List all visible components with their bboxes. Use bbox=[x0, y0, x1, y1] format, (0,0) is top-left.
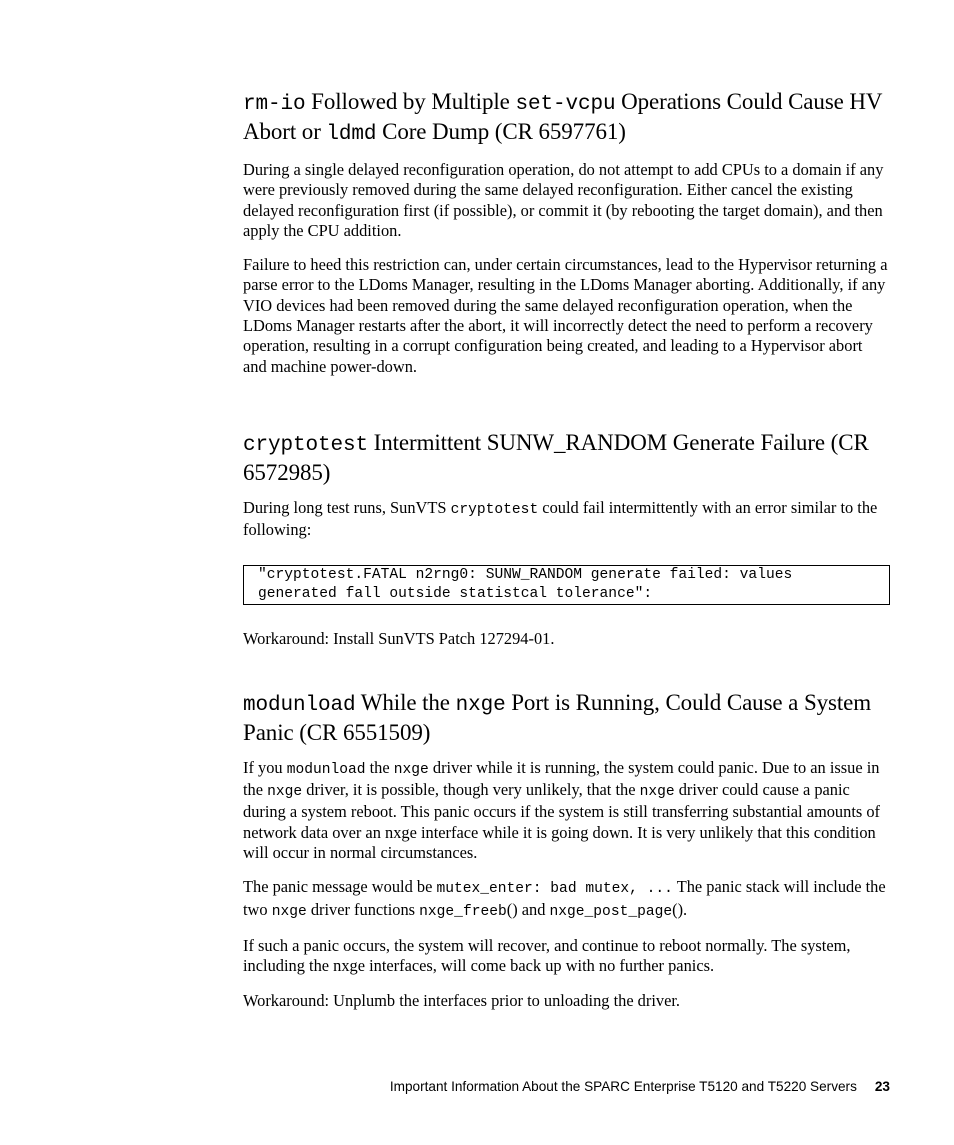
inline-code: modunload bbox=[286, 761, 366, 778]
section-cryptotest bbox=[243, 429, 890, 649]
inline-code: nxge bbox=[271, 903, 307, 920]
page-footer bbox=[243, 1079, 890, 1094]
heading-code: rm-io bbox=[243, 93, 306, 116]
inline-code: mutex_enter: bad mutex, ... bbox=[436, 881, 673, 898]
inline-code: nxge bbox=[639, 784, 675, 801]
inline-code: nxge_freeb bbox=[419, 903, 507, 920]
section-modunload bbox=[243, 689, 890, 1011]
code-block bbox=[243, 565, 890, 605]
paragraph: Failure to heed this restriction can, under certain circumstances, lead to the Hypervisor returning a parse error to the LDoms Manager, resulting in the LDoms Manager aborting. Additionally, if any VIO devices had been removed during the same delayed reconfiguration operation, when the LDoms Manager restarts after the abort, it will incorrectly detect the need to perform a recovery operation, resulting in a corrupt configuration being created, and leading to a Hypervisor abort and machine power-down. bbox=[243, 255, 888, 376]
paragraph: The panic message would be mutex_enter: bad mutex, ... The panic stack will include the two nxge driver functions nxge_freeb() and nxge_post_page(). bbox=[243, 877, 886, 920]
inline-code: nxge bbox=[267, 784, 303, 801]
page-number: 23 bbox=[874, 1079, 890, 1094]
inline-code: cryptotest bbox=[450, 501, 539, 518]
heading-code: cryptotest bbox=[243, 433, 369, 457]
section-heading: modunload While the nxge Port is Running, Could Cause a System Panic (CR 6551509) bbox=[243, 689, 872, 745]
heading-code: ldmd bbox=[326, 123, 377, 146]
heading-code: set-vcpu bbox=[515, 93, 616, 116]
workaround-text: Workaround: Install SunVTS Patch 127294-01. bbox=[243, 628, 555, 648]
inline-code: nxge bbox=[393, 761, 429, 778]
heading-code: nxge bbox=[455, 693, 506, 717]
section-heading: rm-io Followed by Multiple set-vcpu Operations Could Cause HV Abort or ldmd Core Dump (CR 6597761) bbox=[243, 89, 883, 146]
workaround-text: Workaround: Unplumb the interfaces prior to unloading the driver. bbox=[243, 990, 681, 1010]
paragraph: If you modunload the nxge driver while it is running, the system could panic. Due to an issue in the nxge driver, it is possible, though very unlikely, that the nxge driver could cause a panic during a system reboot. This panic occurs if the system is still transferring substantial amounts of network data over an nxge interface while it is going down. It is very unlikely that this condition will occur in normal circumstances. bbox=[243, 757, 881, 863]
heading-code: modunload bbox=[243, 693, 356, 717]
footer-title: Important Information About the SPARC Enterprise T5120 and T5220 Servers bbox=[389, 1079, 857, 1094]
section-rm-io bbox=[243, 88, 890, 377]
paragraph: During a single delayed reconfiguration operation, do not attempt to add CPUs to a domain if any were previously removed during the same delayed reconfiguration. Either cancel the existing delayed reconfiguration first (if possible), or commit it (by rebooting the target domain), and then apply the CPU addition. bbox=[243, 160, 884, 240]
inline-code: nxge_post_page bbox=[549, 903, 673, 920]
section-heading: cryptotest Intermittent SUNW_RANDOM Generate Failure (CR 6572985) bbox=[243, 429, 869, 485]
code-line: generated fall outside statistcal tolerance": bbox=[258, 585, 653, 602]
code-line: "cryptotest.FATAL n2rng0: SUNW_RANDOM generate failed: values bbox=[258, 566, 793, 583]
paragraph: If such a panic occurs, the system will recover, and continue to reboot normally. The system, including the nxge interfaces, will come back up with no further panics. bbox=[243, 935, 851, 976]
paragraph: During long test runs, SunVTS cryptotest could fail intermittently with an error similar to the following: bbox=[243, 497, 878, 540]
page-content bbox=[243, 88, 890, 1025]
